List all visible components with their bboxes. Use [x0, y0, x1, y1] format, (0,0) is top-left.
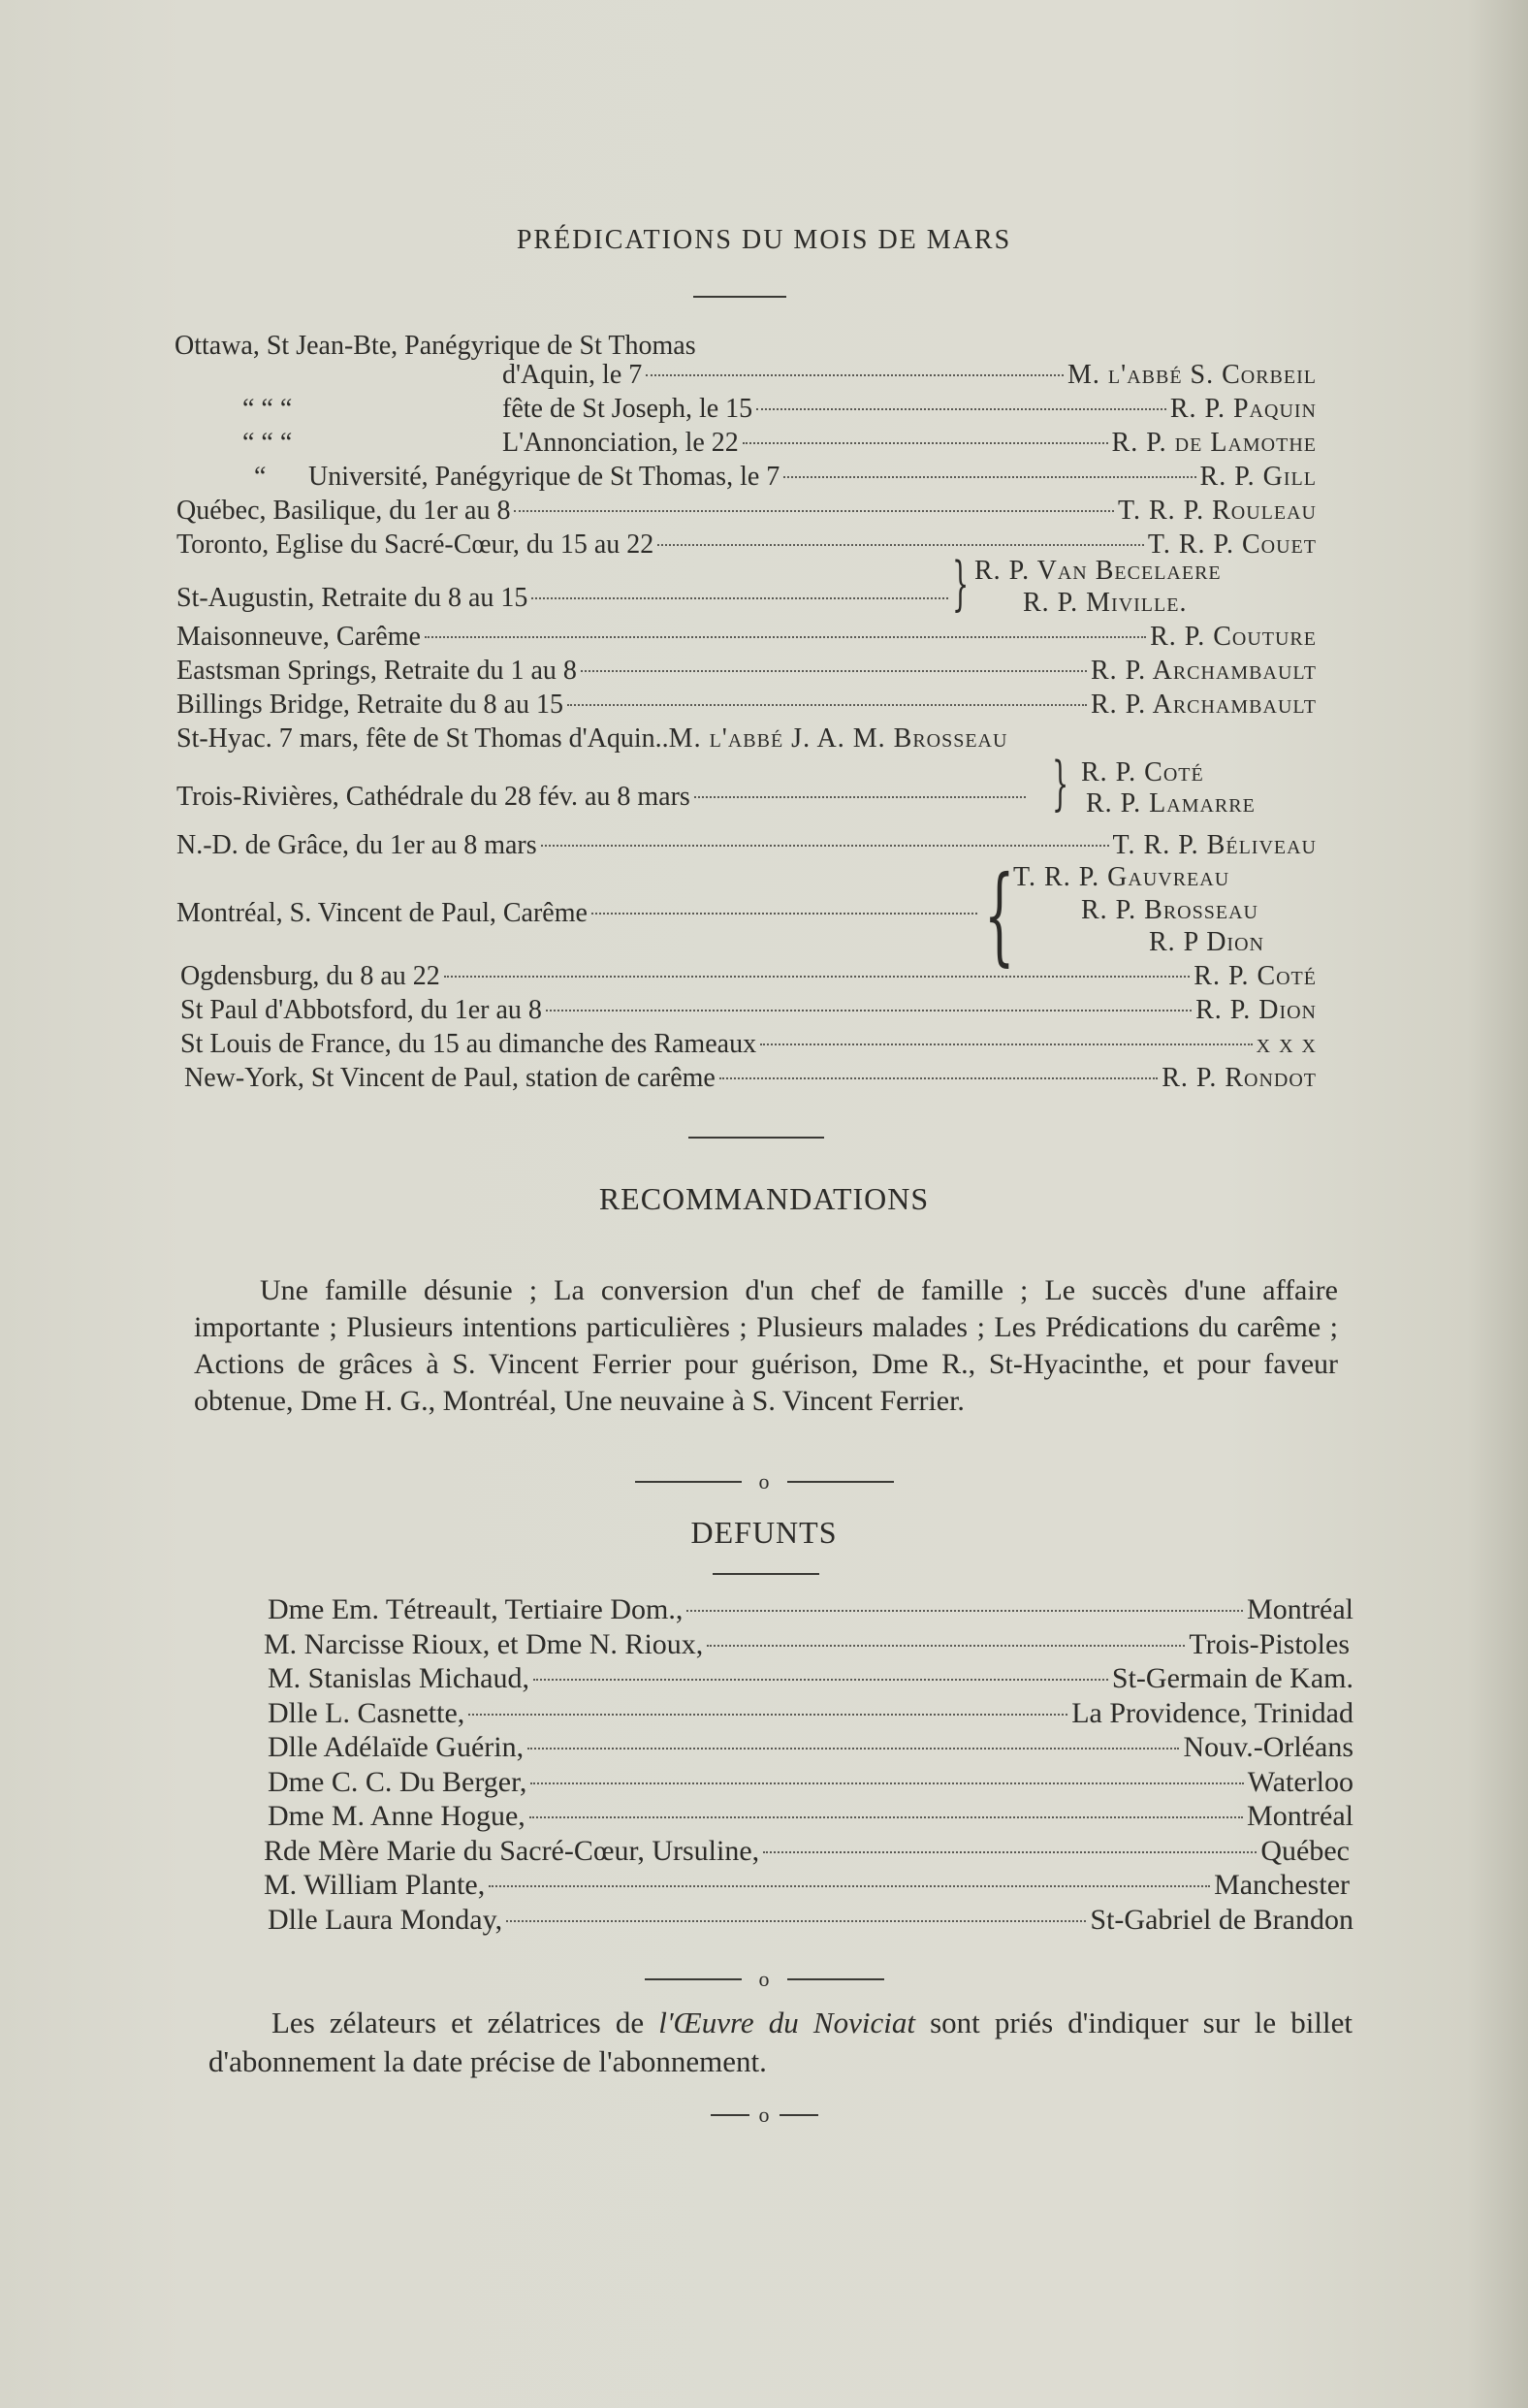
- leader-dots: [657, 544, 1144, 546]
- predication-row: [176, 722, 1317, 755]
- predication-place: St-Hyac. 7 mars, fête de St Thomas d'Aquin..: [176, 723, 669, 754]
- ditto-marks: “ “ “: [242, 428, 293, 458]
- predication-place: d'Aquin, le 7: [502, 360, 643, 390]
- predication-preacher: T. R. P. Béliveau: [1112, 830, 1317, 860]
- defunt-place: Manchester: [1214, 1869, 1350, 1901]
- predication-row: Ottawa, St Jean-Bte, Panégyrique de St Thomas: [175, 331, 696, 361]
- leader-dots: [567, 704, 1087, 706]
- defunt-row: [264, 1627, 1350, 1662]
- leader-dots: [530, 1782, 1243, 1784]
- predication-preacher: R. P. Lamarre: [1086, 788, 1256, 819]
- defunt-place: Montréal: [1247, 1593, 1353, 1625]
- predication-preacher: M. l'abbé S. Corbeil: [1067, 360, 1317, 390]
- leader-dots: [646, 374, 1064, 376]
- leader-dots: [686, 1610, 1243, 1612]
- predication-place: Eastsman Springs, Retraite du 1 au 8: [176, 656, 577, 686]
- leader-dots: [783, 476, 1195, 478]
- leader-dots: [506, 1920, 1086, 1922]
- defunt-place: Montréal: [1247, 1800, 1353, 1832]
- leader-dots: [760, 1043, 1253, 1045]
- predication-preacher: x x x: [1256, 1029, 1317, 1059]
- predication-row: [176, 621, 1317, 654]
- leader-dots: [541, 845, 1109, 847]
- predication-row: [176, 689, 1317, 722]
- predication-row: [184, 1062, 1317, 1095]
- predication-preacher: R. P Dion: [1149, 927, 1264, 957]
- predication-place: Trois-Rivières, Cathédrale du 28 fév. au 8 mars: [176, 782, 690, 812]
- predication-row: [176, 495, 1317, 528]
- leader-dots: [527, 1748, 1179, 1750]
- recommandations-text: Une famille désunie ; La conversion d'un chef de famille ; Le succès d'une affaire importante ; Plusieurs intentions particulières ; Plusieurs malades ; Les Prédications du carême ; Actions de grâces à S. Vincent Ferrier pour guérison, Dme R., St-Hyacinthe, et pour faveur obtenue, Dme H. G., Montréal, Une neuvaine à S. Vincent Ferrier.: [194, 1274, 1338, 1417]
- defunt-name: M. Narcisse Rioux, et Dme N. Rioux,: [264, 1627, 704, 1660]
- defunt-place: St-Germain de Kam.: [1111, 1662, 1353, 1694]
- predication-row: [502, 427, 1317, 460]
- note-paragraph: [208, 2004, 1353, 2081]
- predication-preacher: R. P. Coté: [1081, 757, 1204, 787]
- defunt-place: La Providence, Trinidad: [1071, 1696, 1353, 1729]
- predication-place: Ogdensburg, du 8 au 22: [180, 961, 440, 991]
- predication-preacher: R. P. Miville.: [1023, 588, 1188, 618]
- predication-preacher: R. P. Archambault: [1091, 656, 1317, 686]
- defunt-name: Dlle L. Casnette,: [268, 1696, 465, 1729]
- ditto-marks: “: [254, 462, 267, 492]
- predication-place: Montréal, S. Vincent de Paul, Carême: [176, 898, 588, 928]
- predication-row: [176, 582, 952, 615]
- predication-place: Billings Bridge, Retraite du 8 au 15: [176, 690, 563, 720]
- defunt-name: Dme C. C. Du Berger,: [268, 1765, 527, 1798]
- predication-row: [176, 781, 1030, 814]
- defunt-row: [264, 1834, 1350, 1869]
- leader-dots: [529, 1816, 1243, 1818]
- separator-symbol: o: [758, 2103, 770, 2127]
- defunt-place: Trois-Pistoles: [1189, 1627, 1350, 1660]
- predication-place: Université, Panégyrique de St Thomas, le 7: [308, 462, 780, 492]
- leader-dots: [707, 1645, 1185, 1647]
- predication-preacher: T. R. P. Couet: [1147, 530, 1317, 560]
- predication-place: Toronto, Eglise du Sacré-Cœur, du 15 au 22: [176, 530, 654, 560]
- ditto-marks: “ “ “: [242, 394, 293, 424]
- brace-symbol: {: [984, 852, 1015, 977]
- predication-row: [180, 960, 1317, 993]
- defunt-place: Waterloo: [1247, 1765, 1353, 1798]
- defunts-rule: [713, 1573, 819, 1575]
- defunt-row: [268, 1730, 1353, 1765]
- leader-dots: [694, 796, 1026, 798]
- defunt-row: [268, 1661, 1353, 1696]
- predication-row: [176, 829, 1317, 862]
- leader-dots: [444, 976, 1191, 978]
- section-title-defunts: DEFUNTS: [690, 1515, 838, 1550]
- predication-row: [180, 994, 1317, 1027]
- defunt-row: [268, 1696, 1353, 1731]
- predication-place: St Louis de France, du 15 au dimanche des Rameaux: [180, 1029, 757, 1059]
- defunt-name: Dlle Laura Monday,: [268, 1903, 503, 1936]
- leader-dots: [591, 913, 977, 915]
- leader-dots: [533, 1679, 1108, 1681]
- leader-dots: [531, 597, 948, 599]
- defunt-name: M. William Plante,: [264, 1869, 486, 1901]
- defunt-name: Rde Mère Marie du Sacré-Cœur, Ursuline,: [264, 1834, 760, 1867]
- section-title-recommandations: RECOMMANDATIONS: [598, 1181, 930, 1216]
- predication-preacher: R. P. Brosseau: [1081, 895, 1258, 925]
- separator: [0, 2103, 1528, 2128]
- predication-preacher: T. R. P. Rouleau: [1117, 496, 1317, 526]
- defunt-name: Dme M. Anne Hogue,: [268, 1800, 525, 1832]
- predication-preacher: R. P. Rondot: [1162, 1063, 1317, 1093]
- predication-row: [502, 393, 1317, 426]
- predication-preacher: R. P. de Lamothe: [1111, 428, 1317, 458]
- leader-dots: [756, 408, 1166, 410]
- predication-preacher: R. P. Coté: [1194, 961, 1317, 991]
- predication-place: L'Annonciation, le 22: [502, 428, 739, 458]
- separator-symbol: o: [758, 1469, 770, 1493]
- defunt-name: Dme Em. Tétreault, Tertiaire Dom.,: [268, 1593, 684, 1625]
- page-title: PRÉDICATIONS DU MOIS DE MARS: [516, 225, 1012, 255]
- separator: [0, 1469, 1528, 1494]
- defunt-row: [264, 1868, 1350, 1903]
- defunt-place: Québec: [1260, 1834, 1350, 1867]
- predication-preacher: R. P. Dion: [1195, 995, 1317, 1025]
- predication-row: [502, 359, 1317, 392]
- leader-dots: [468, 1714, 1067, 1716]
- defunt-row: [268, 1799, 1353, 1834]
- predication-preacher: T. R. P. Gauvreau: [1013, 862, 1230, 892]
- leader-dots: [743, 442, 1108, 444]
- note-text-italic: l'Œuvre du Noviciat: [658, 2006, 915, 2039]
- predication-preacher: R. P. Van Becelaere: [974, 556, 1222, 586]
- predication-row: [176, 655, 1317, 688]
- brace-symbol: }: [1052, 750, 1069, 818]
- leader-dots: [719, 1077, 1158, 1079]
- defunt-row: [268, 1592, 1353, 1627]
- note-text-before: Les zélateurs et zélatrices de: [271, 2006, 659, 2039]
- predication-place: St-Augustin, Retraite du 8 au 15: [176, 583, 528, 613]
- separator: [0, 1967, 1528, 1992]
- predication-place: N.-D. de Grâce, du 1er au 8 mars: [176, 830, 537, 860]
- defunt-row: [268, 1765, 1353, 1800]
- predication-preacher: R. P. Couture: [1150, 622, 1317, 652]
- predication-place: New-York, St Vincent de Paul, station de carême: [184, 1063, 716, 1093]
- predication-row: [176, 897, 981, 930]
- section-divider: [688, 1137, 824, 1139]
- defunt-place: St-Gabriel de Brandon: [1090, 1903, 1353, 1936]
- leader-dots: [581, 670, 1087, 672]
- predication-place: Maisonneuve, Carême: [176, 622, 421, 652]
- defunt-place: Nouv.-Orléans: [1183, 1731, 1353, 1763]
- leader-dots: [763, 1851, 1257, 1853]
- predication-row: [180, 1028, 1317, 1061]
- predication-preacher: R. P. Gill: [1199, 462, 1317, 492]
- note-text-after: sont priés d'indiquer sur le billet d'abonnement la date précise de l'abonnement.: [208, 2006, 1353, 2078]
- predication-place: St Paul d'Abbotsford, du 1er au 8: [180, 995, 542, 1025]
- predication-preacher: M. l'abbé J. A. M. Brosseau: [668, 723, 1008, 754]
- predication-row: [308, 461, 1317, 494]
- predication-preacher: R. P. Paquin: [1169, 394, 1317, 424]
- brace-symbol: }: [952, 550, 970, 618]
- separator-symbol: o: [758, 1967, 770, 1991]
- predication-preacher: R. P. Archambault: [1091, 690, 1317, 720]
- defunt-name: Dlle Adélaïde Guérin,: [268, 1731, 525, 1763]
- predication-place: Québec, Basilique, du 1er au 8: [176, 496, 511, 526]
- defunt-name: M. Stanislas Michaud,: [268, 1662, 529, 1694]
- leader-dots: [546, 1010, 1192, 1011]
- defunt-row: [268, 1903, 1353, 1938]
- leader-dots: [489, 1885, 1210, 1887]
- title-rule: [693, 296, 786, 298]
- leader-dots: [514, 510, 1113, 512]
- leader-dots: [425, 636, 1146, 638]
- predication-place: fête de St Joseph, le 15: [502, 394, 753, 424]
